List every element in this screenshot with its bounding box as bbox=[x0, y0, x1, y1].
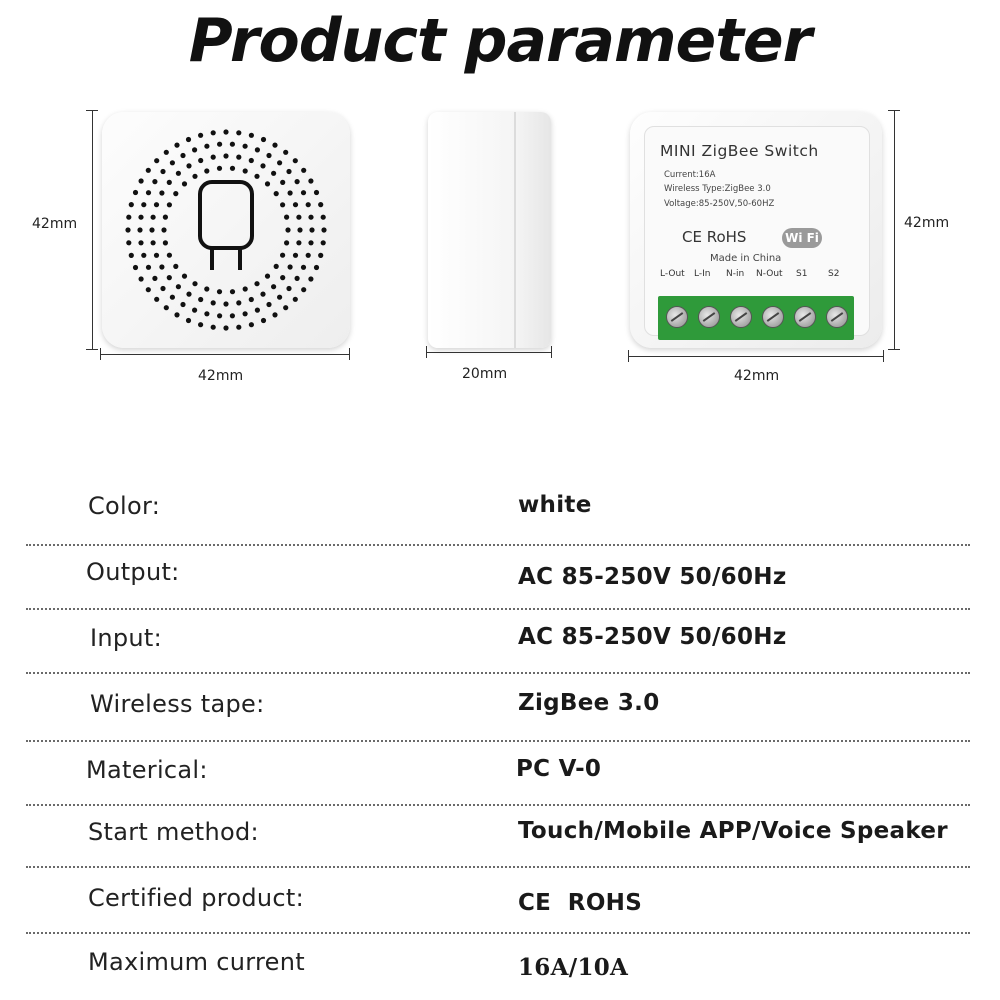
speaker-dot bbox=[154, 202, 159, 207]
spec-value: PC V-0 bbox=[516, 756, 602, 782]
speaker-dot bbox=[146, 287, 151, 292]
speaker-dot bbox=[170, 160, 175, 165]
front-height-tick-top bbox=[86, 110, 98, 111]
speaker-dot bbox=[186, 292, 191, 297]
divider bbox=[26, 804, 970, 806]
speaker-dot bbox=[243, 168, 248, 173]
speaker-dot bbox=[192, 174, 197, 179]
speaker-dot bbox=[296, 215, 301, 220]
speaker-dot bbox=[260, 163, 265, 168]
speaker-dot bbox=[314, 265, 319, 270]
speaker-dot bbox=[301, 265, 306, 270]
speaker-dot bbox=[271, 171, 276, 176]
speaker-dot bbox=[283, 305, 288, 310]
terminal-label: S1 bbox=[796, 269, 808, 279]
divider bbox=[26, 932, 970, 934]
speaker-dot bbox=[286, 169, 291, 174]
front-width-line bbox=[100, 354, 350, 355]
spec-row-color bbox=[0, 492, 1000, 542]
speaker-dot bbox=[211, 325, 216, 330]
speaker-dot bbox=[255, 147, 260, 152]
speaker-dot bbox=[160, 286, 165, 291]
speaker-dot bbox=[146, 168, 151, 173]
speaker-dot bbox=[146, 190, 151, 195]
speaker-dot bbox=[293, 253, 298, 258]
speaker-dot bbox=[261, 318, 266, 323]
spec-row-start-method bbox=[0, 818, 1000, 868]
back-width-tick-left bbox=[628, 350, 629, 362]
speaker-dot bbox=[318, 253, 323, 258]
spec-row-input bbox=[0, 624, 1000, 674]
speaker-dot bbox=[161, 227, 166, 232]
speaker-dot bbox=[285, 227, 290, 232]
spec-value: white bbox=[518, 492, 592, 518]
speaker-dot bbox=[204, 168, 209, 173]
spec-value: Touch/Mobile APP/Voice Speaker bbox=[518, 818, 948, 844]
spec-label: Input: bbox=[90, 624, 163, 652]
speaker-dot bbox=[186, 318, 191, 323]
speaker-dot bbox=[211, 155, 216, 160]
device-front-view bbox=[102, 112, 350, 348]
speaker-dot bbox=[152, 179, 157, 184]
speaker-dot bbox=[243, 286, 248, 291]
speaker-dot bbox=[170, 295, 175, 300]
speaker-dot bbox=[133, 265, 138, 270]
speaker-dot bbox=[288, 264, 293, 269]
speaker-dot bbox=[126, 240, 131, 245]
speaker-dot bbox=[174, 143, 179, 148]
speaker-dot bbox=[280, 202, 285, 207]
speaker-dot bbox=[321, 240, 326, 245]
front-width-label: 42mm bbox=[198, 368, 244, 384]
terminal-label: N-in bbox=[726, 269, 745, 279]
speaker-dot bbox=[164, 150, 169, 155]
speaker-dot bbox=[217, 142, 222, 147]
speaker-dot bbox=[138, 240, 143, 245]
speaker-dot bbox=[321, 227, 326, 232]
speaker-dot bbox=[321, 215, 326, 220]
spec-value: CE ROHS bbox=[518, 890, 643, 916]
cert-mark: CE RoHS bbox=[682, 228, 747, 246]
speaker-dot bbox=[180, 302, 185, 307]
side-width-label: 20mm bbox=[462, 366, 508, 382]
divider bbox=[26, 544, 970, 546]
speaker-dot bbox=[167, 202, 172, 207]
speaker-dot bbox=[230, 142, 235, 147]
screw-icon bbox=[698, 306, 720, 328]
speaker-dot bbox=[217, 313, 222, 318]
speaker-dot bbox=[284, 240, 289, 245]
speaker-dot bbox=[151, 240, 156, 245]
speaker-dot bbox=[138, 215, 143, 220]
speaker-dot bbox=[167, 275, 172, 280]
speaker-dot bbox=[301, 287, 306, 292]
speaker-dot bbox=[249, 297, 254, 302]
speaker-dot bbox=[295, 276, 300, 281]
speaker-dot bbox=[254, 174, 259, 179]
speaker-dot bbox=[182, 181, 187, 186]
speaker-dot bbox=[152, 276, 157, 281]
divider bbox=[26, 608, 970, 610]
screw-icon bbox=[730, 306, 752, 328]
speaker-dot bbox=[217, 289, 222, 294]
spec-row-material bbox=[0, 756, 1000, 806]
speaker-dot bbox=[204, 311, 209, 316]
device-name: MINI ZigBee Switch bbox=[660, 142, 819, 160]
speaker-dot bbox=[192, 281, 197, 286]
speaker-dot bbox=[159, 190, 164, 195]
screw-icon bbox=[826, 306, 848, 328]
speaker-dot bbox=[274, 264, 279, 269]
speaker-dot bbox=[141, 202, 146, 207]
speaker-dot bbox=[139, 178, 144, 183]
spec-row-output bbox=[0, 558, 1000, 608]
spec-row-wireless bbox=[0, 690, 1000, 740]
speaker-dot bbox=[154, 297, 159, 302]
speaker-dot bbox=[176, 171, 181, 176]
front-width-tick-left bbox=[100, 348, 101, 360]
speaker-dot bbox=[149, 227, 154, 232]
spec-value: AC 85-250V 50/60Hz bbox=[518, 624, 787, 650]
speaker-dot bbox=[223, 301, 228, 306]
made-in-label: Made in China bbox=[710, 253, 782, 264]
spec-row-certified bbox=[0, 884, 1000, 934]
speaker-dot bbox=[174, 312, 179, 317]
speaker-dot bbox=[198, 133, 203, 138]
speaker-dot bbox=[293, 297, 298, 302]
speaker-dot bbox=[266, 302, 271, 307]
speaker-dot bbox=[249, 133, 254, 138]
label-wireless: Wireless Type:ZigBee 3.0 bbox=[664, 184, 771, 194]
spec-value: AC 85-250V 50/60Hz bbox=[518, 564, 787, 590]
speaker-dot bbox=[271, 284, 276, 289]
speaker-dot bbox=[301, 190, 306, 195]
speaker-dot bbox=[260, 292, 265, 297]
speaker-dot bbox=[280, 275, 285, 280]
plug-icon bbox=[200, 182, 252, 248]
speaker-dot bbox=[154, 253, 159, 258]
terminal-label: L-Out bbox=[660, 269, 685, 279]
back-height-tick-bottom bbox=[888, 349, 900, 350]
divider bbox=[26, 740, 970, 742]
speaker-dot bbox=[308, 215, 313, 220]
spec-label: Certified product: bbox=[88, 884, 305, 912]
speaker-dot bbox=[163, 240, 168, 245]
speaker-dot bbox=[255, 308, 260, 313]
speaker-dot bbox=[139, 276, 144, 281]
speaker-dot bbox=[306, 253, 311, 258]
page-title: Product parameter bbox=[188, 6, 812, 76]
speaker-dot bbox=[272, 143, 277, 148]
back-height-tick-top bbox=[888, 110, 900, 111]
spec-label: Output: bbox=[86, 558, 180, 586]
speaker-dot bbox=[297, 227, 302, 232]
terminal-label: N-Out bbox=[756, 269, 783, 279]
spec-value: 16A/10A bbox=[518, 954, 629, 981]
screw-icon bbox=[794, 306, 816, 328]
speaker-dot bbox=[173, 191, 178, 196]
speaker-dot bbox=[286, 286, 291, 291]
speaker-dot bbox=[125, 227, 130, 232]
speaker-dot bbox=[284, 215, 289, 220]
speaker-dot bbox=[301, 168, 306, 173]
spec-label: Materical: bbox=[86, 756, 208, 784]
speaker-dot bbox=[293, 202, 298, 207]
speaker-dot bbox=[236, 325, 241, 330]
speaker-dot bbox=[230, 166, 235, 171]
speaker-dot bbox=[223, 129, 228, 134]
front-height-line bbox=[92, 110, 93, 350]
speaker-dot bbox=[230, 313, 235, 318]
speaker-dot bbox=[266, 153, 271, 158]
speaker-dot bbox=[314, 190, 319, 195]
speaker-dot bbox=[211, 130, 216, 135]
speaker-dot bbox=[192, 147, 197, 152]
terminal-block bbox=[658, 296, 854, 340]
speaker-dot bbox=[186, 137, 191, 142]
speaker-dot bbox=[277, 160, 282, 165]
speaker-dot bbox=[141, 253, 146, 258]
speaker-dot bbox=[296, 240, 301, 245]
speaker-dot bbox=[230, 289, 235, 294]
speaker-dot bbox=[243, 144, 248, 149]
speaker-dot bbox=[198, 322, 203, 327]
speaker-dot bbox=[293, 158, 298, 163]
speaker-dot bbox=[154, 158, 159, 163]
speaker-dot bbox=[277, 295, 282, 300]
divider bbox=[26, 866, 970, 868]
speaker-dot bbox=[211, 300, 216, 305]
speaker-dot bbox=[198, 297, 203, 302]
speaker-dot bbox=[308, 178, 313, 183]
divider bbox=[26, 672, 970, 674]
speaker-dot bbox=[186, 163, 191, 168]
speaker-dot bbox=[182, 274, 187, 279]
side-width-tick-left bbox=[426, 346, 427, 358]
speaker-dot bbox=[137, 227, 142, 232]
speaker-dot bbox=[272, 312, 277, 317]
speaker-dot bbox=[295, 179, 300, 184]
front-width-tick-right bbox=[349, 348, 350, 360]
speaker-dot bbox=[159, 264, 164, 269]
wifi-icon: Wi Fi bbox=[782, 228, 822, 248]
speaker-dot bbox=[164, 305, 169, 310]
speaker-dot bbox=[236, 155, 241, 160]
back-height-label: 42mm bbox=[904, 215, 950, 231]
label-voltage: Voltage:85-250V,50-60HZ bbox=[664, 199, 775, 209]
speaker-dot bbox=[223, 153, 228, 158]
device-back-view bbox=[630, 112, 882, 348]
speaker-dot bbox=[288, 190, 293, 195]
speaker-dot bbox=[167, 253, 172, 258]
speaker-dot bbox=[280, 253, 285, 258]
speaker-dot bbox=[129, 253, 134, 258]
speaker-dot bbox=[167, 180, 172, 185]
front-height-label: 42mm bbox=[32, 216, 78, 232]
speaker-dot bbox=[243, 311, 248, 316]
speaker-dot bbox=[308, 240, 313, 245]
terminal-label: S2 bbox=[828, 269, 840, 279]
speaker-dot-pattern bbox=[102, 112, 350, 348]
speaker-dot bbox=[308, 276, 313, 281]
speaker-dot bbox=[198, 158, 203, 163]
label-current: Current:16A bbox=[664, 170, 716, 180]
back-width-tick-right bbox=[883, 350, 884, 362]
speaker-dot bbox=[192, 308, 197, 313]
screw-icon bbox=[666, 306, 688, 328]
side-width-line bbox=[426, 352, 552, 353]
terminal-label: L-In bbox=[694, 269, 711, 279]
front-height-tick-bottom bbox=[86, 349, 98, 350]
speaker-dot bbox=[129, 202, 134, 207]
speaker-dot bbox=[163, 215, 168, 220]
speaker-dot bbox=[265, 274, 270, 279]
speaker-dot bbox=[306, 202, 311, 207]
speaker-dot bbox=[173, 264, 178, 269]
speaker-dot bbox=[204, 144, 209, 149]
speaker-dot bbox=[160, 169, 165, 174]
speaker-dot bbox=[280, 180, 285, 185]
speaker-dot bbox=[249, 158, 254, 163]
back-width-line bbox=[628, 356, 884, 357]
spec-value: ZigBee 3.0 bbox=[518, 690, 660, 716]
spec-row-max-current bbox=[0, 948, 1000, 998]
speaker-dot bbox=[274, 191, 279, 196]
speaker-dot bbox=[133, 190, 138, 195]
speaker-dot bbox=[217, 166, 222, 171]
back-height-line bbox=[894, 110, 895, 350]
spec-label: Start method: bbox=[88, 818, 259, 846]
spec-label: Maximum current bbox=[88, 948, 305, 976]
speaker-dot bbox=[283, 150, 288, 155]
speaker-dot bbox=[204, 286, 209, 291]
speaker-dot bbox=[249, 322, 254, 327]
speaker-dot bbox=[151, 215, 156, 220]
back-width-label: 42mm bbox=[734, 368, 780, 384]
speaker-dot bbox=[126, 215, 131, 220]
speaker-dot bbox=[146, 265, 151, 270]
screw-icon bbox=[762, 306, 784, 328]
side-seam bbox=[514, 112, 516, 348]
speaker-dot bbox=[223, 325, 228, 330]
spec-label: Color: bbox=[88, 492, 161, 520]
speaker-dot bbox=[265, 181, 270, 186]
side-width-tick-right bbox=[551, 346, 552, 358]
speaker-dot bbox=[236, 130, 241, 135]
device-side-view bbox=[428, 112, 551, 348]
speaker-dot bbox=[318, 202, 323, 207]
speaker-dot bbox=[309, 227, 314, 232]
speaker-dot bbox=[236, 300, 241, 305]
spec-label: Wireless tape: bbox=[90, 690, 265, 718]
speaker-dot bbox=[180, 153, 185, 158]
speaker-dot bbox=[261, 137, 266, 142]
speaker-dot bbox=[176, 284, 181, 289]
speaker-dot bbox=[254, 281, 259, 286]
